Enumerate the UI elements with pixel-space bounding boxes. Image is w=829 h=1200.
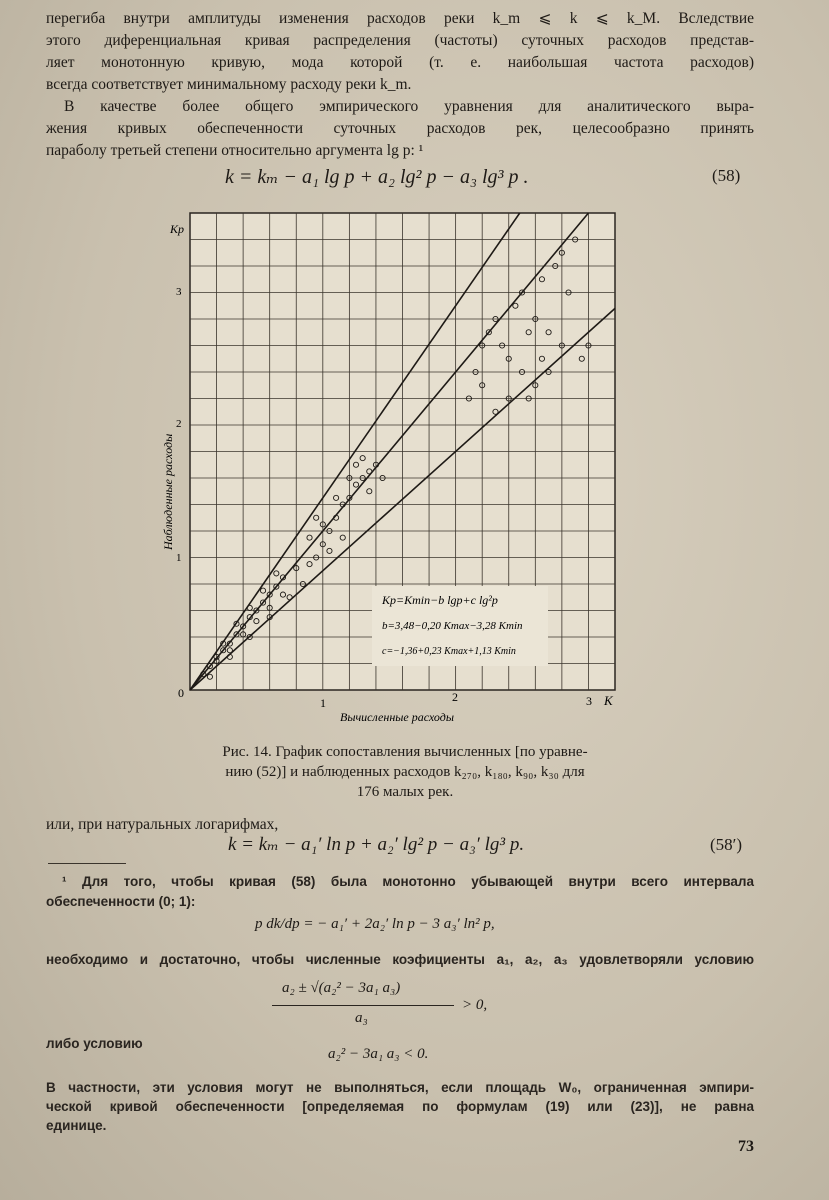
x-tick-2: 2 (452, 690, 458, 704)
body-line-2: этого диференциальная кривая распределения (частоты) суточных расходов представ- (46, 32, 754, 49)
footnote-formula-3: a₂² − 3a₁ a₃ < 0. (328, 1046, 429, 1062)
figure-caption-line-3: 176 малых рек. (356, 784, 454, 800)
footnote-line-4: либо условию (46, 1036, 143, 1051)
y-tick-2: 2 (176, 418, 182, 430)
equation-58-prime-number: (58′) (710, 835, 743, 854)
body-after-figure: или, при натуральных логарифмах, (46, 816, 279, 833)
y-axis-label: Наблюденные расходы (161, 433, 175, 550)
x-axis-label: Вычисленные расходы (340, 710, 454, 724)
y-axis-symbol: Kp (170, 222, 185, 236)
equation-58: k = kₘ − a₁ lg p + a₂ lg² p − a₃ lg³ p . (225, 166, 529, 188)
equation-58-number: (58) (712, 166, 741, 185)
chart-legend (372, 586, 548, 666)
equation-58-prime: k = kₘ − a₁′ ln p + a₂′ lg² p − a₃′ lg³ p. (228, 834, 525, 855)
legend-line-3: c=−1,36+0,23 Kmax+1,13 Kmin (382, 646, 516, 657)
footnote-formula-2-denominator: a₃ (355, 1010, 368, 1026)
footnote-line-3: необходимо и достаточно, чтобы численные коэфициенты a₁, a₂, a₃ удовлетворяли условию (46, 952, 754, 967)
body-line-6: жения кривых обеспеченности суточных расходов рек, целесообразно принять (46, 120, 754, 137)
footnote-line-6: ческой кривой обеспеченности [определяемая по формулам (19) или (23)], не равна (46, 1099, 754, 1114)
legend-line-2: b=3,48−0,20 Kmax−3,28 Kmin (382, 620, 523, 632)
legend-line-1: Kp=Kmin−b lgp+c lg²p (382, 593, 498, 607)
body-line-3: ляет монотонную кривую, мода которой (т. е. наибольшая частота расходов) (46, 54, 754, 71)
x-tick-3: 3 (586, 694, 592, 708)
y-tick-3: 3 (176, 286, 182, 298)
x-axis-symbol: K (604, 693, 613, 708)
figure-caption-line-1: Рис. 14. График сопоставления вычисленных [по уравне- (222, 744, 588, 760)
footnote-formula-2-numerator: a₂ ± √(a₂² − 3a₁ a₃) (282, 980, 401, 996)
footnote-rule (48, 863, 126, 864)
y-tick-1: 1 (176, 552, 182, 564)
footnote-formula-2-relation: > 0, (462, 997, 488, 1013)
x-tick-0: 0 (178, 686, 184, 700)
body-line-1: перегиба внутри амплитуды изменения расходов реки k_m ⩽ k ⩽ k_M. Вследствие (46, 10, 754, 27)
footnote-line-1: ¹ Для того, чтобы кривая (58) была монотонно убывающей внутри всего интервала (62, 874, 754, 889)
footnote-line-5: В частности, эти условия могут не выполняться, если площадь W₀, ограниченная эмпири- (46, 1080, 754, 1095)
fraction-bar (272, 1005, 454, 1006)
x-tick-1: 1 (320, 696, 326, 710)
footnote-formula-1: p dk/dp = − a₁′ + 2a₂′ ln p − 3 a₃′ ln² p, (255, 916, 495, 932)
body-line-7: параболу третьей степени относительно аргумента lg p: ¹ (46, 142, 424, 159)
body-line-5: В качестве более общего эмпирического уравнения для аналитического выра- (64, 98, 754, 115)
figure-caption-line-2: нию (52)] и наблюденных расходов k₂₇₀, k₁₈₀, k₉₀, k₃₀ для (225, 764, 585, 780)
page-number: 73 (738, 1138, 754, 1155)
footnote-line-2: обеспеченности (0; 1): (46, 894, 196, 909)
figure-14-chart (160, 205, 640, 725)
body-line-4: всегда соответствует минимальному расходу реки k_m. (46, 76, 412, 93)
footnote-line-7: единице. (46, 1118, 107, 1133)
